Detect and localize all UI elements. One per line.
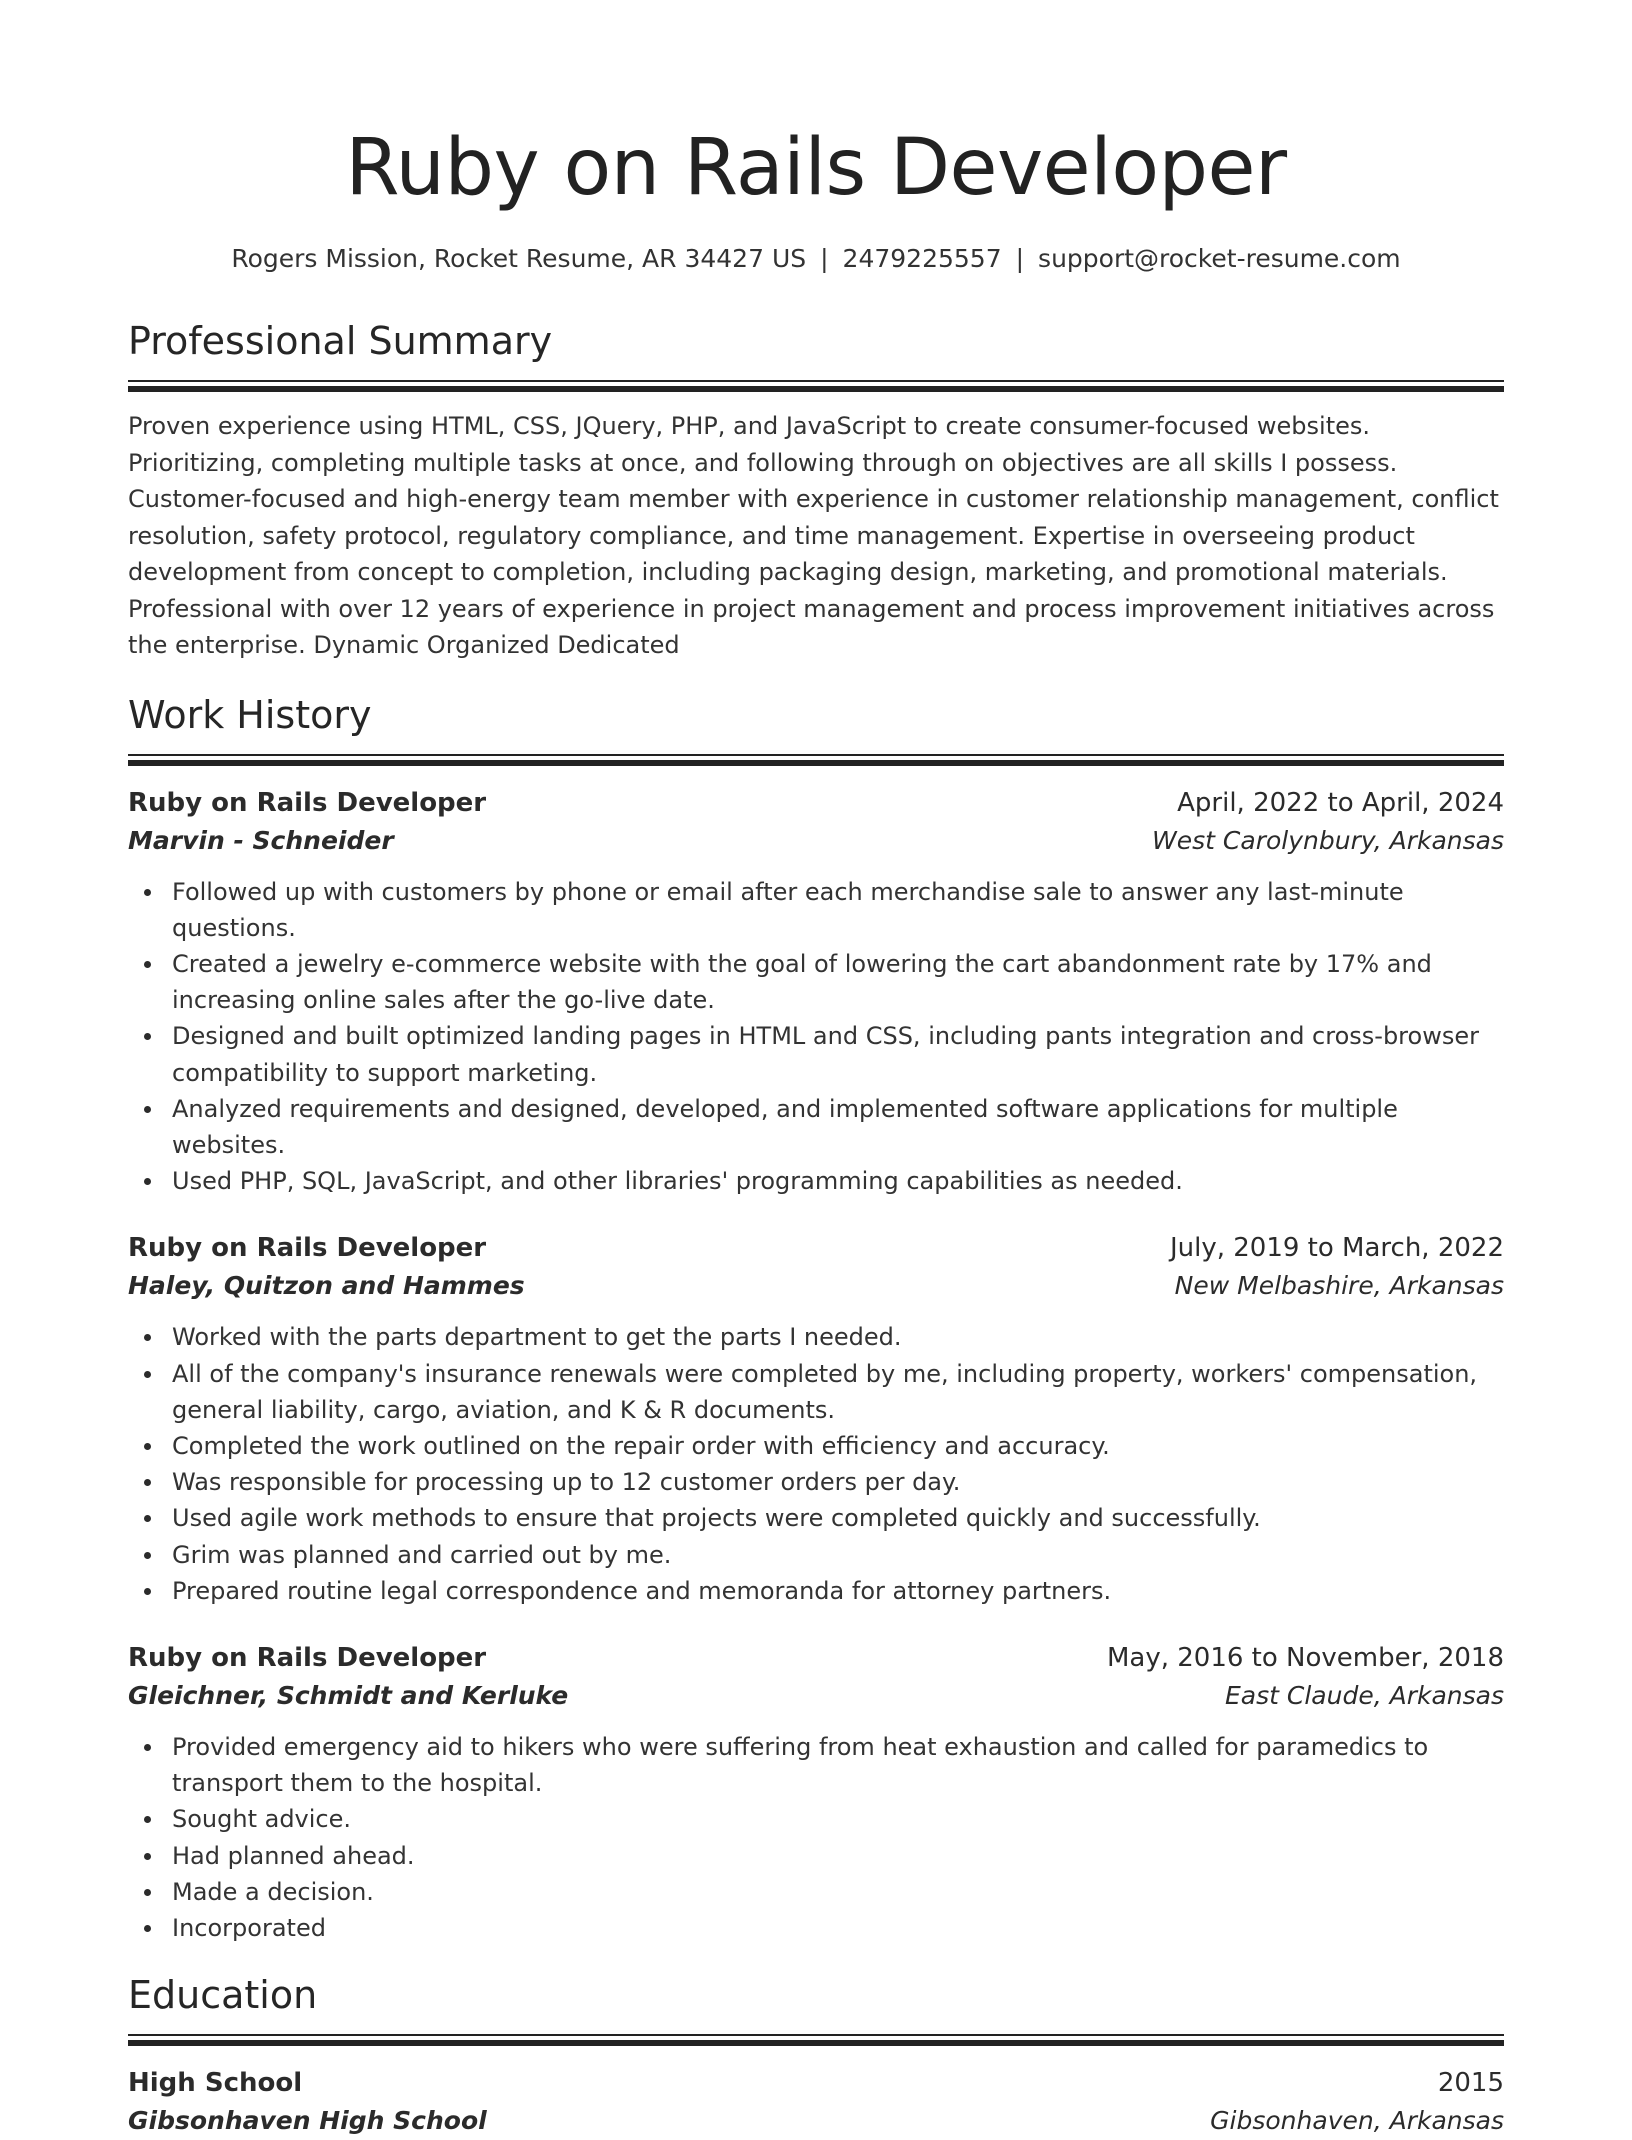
section-title-summary: Professional Summary — [128, 319, 553, 363]
contact-address: Rogers Mission, Rocket Resume, AR 34427 US — [231, 244, 807, 273]
bullet-item: Prepared routine legal correspondence and memoranda for attorney partners. — [172, 1573, 1504, 1609]
bullet-item: Incorporated — [172, 1910, 1504, 1946]
bullet-item: Provided emergency aid to hikers who were suffering from heat exhaustion and called for paramedics to transport them to the hospital. — [172, 1729, 1504, 1801]
section-divider — [128, 754, 1504, 766]
contact-separator: | — [1015, 244, 1025, 273]
work-history-section — [128, 690, 1504, 1947]
job-bullets — [128, 1729, 1504, 1946]
section-divider — [128, 380, 1504, 392]
job-company: Marvin - Schneider — [128, 825, 394, 855]
education-location: Gibsonhaven, Arkansas — [1210, 2106, 1504, 2136]
bullet-item: Was responsible for processing up to 12 customer orders per day. — [172, 1464, 1504, 1500]
professional-summary-section — [128, 316, 1504, 664]
job-title: Ruby on Rails Developer — [128, 1233, 487, 1264]
bullet-item: Analyzed requirements and designed, developed, and implemented software applications for multiple websites. — [172, 1091, 1504, 1163]
bullet-item: Used agile work methods to ensure that projects were completed quickly and successfully. — [172, 1500, 1504, 1536]
job-title: Ruby on Rails Developer — [128, 787, 487, 818]
education-entry — [128, 2064, 1504, 2140]
job-bullets — [128, 874, 1504, 1200]
section-title-work: Work History — [128, 692, 372, 737]
bullet-item: Worked with the parts department to get the parts I needed. — [172, 1319, 1504, 1355]
job-title: Ruby on Rails Developer — [128, 1642, 487, 1673]
summary-text: Proven experience using HTML, CSS, JQuery, PHP, and JavaScript to create consumer-focused websites. Prioritizing, completing multiple tasks at once, and following through on objectives are all skills I possess. Customer-focused and high-energy team member with experience in customer relationship management, conflict resolution, safety protocol, regulatory compliance, and time management. Expertise in overseeing product development from concept to completion, including packaging design, marketing, and promotional materials. Professional with over 12 years of experience in project management and process improvement initiatives across the enterprise. Dynamic Organized Dedicated — [128, 412, 1499, 659]
bullet-item: Grim was planned and carried out by me. — [172, 1537, 1504, 1573]
job-company: Gleichner, Schmidt and Kerluke — [128, 1680, 569, 1710]
bullet-item: Sought advice. — [172, 1801, 1504, 1837]
job-company: Haley, Quitzon and Hammes — [128, 1271, 525, 1301]
education-degree: High School — [128, 2068, 303, 2099]
bullet-item: Made a decision. — [172, 1874, 1504, 1910]
contact-phone: 2479225557 — [842, 244, 1002, 273]
education-school: Gibsonhaven High School — [128, 2106, 487, 2136]
job-dates: April, 2022 to April, 2024 — [1177, 787, 1504, 818]
bullet-item: Designed and built optimized landing pages in HTML and CSS, including pants integration and cross-browser compatibility to support marketing. — [172, 1018, 1504, 1090]
bullet-item: Completed the work outlined on the repair order with efficiency and accuracy. — [172, 1428, 1504, 1464]
section-divider — [128, 2034, 1504, 2046]
contact-line — [128, 242, 1504, 276]
contact-email: support@rocket-resume.com — [1038, 244, 1401, 273]
job-entry — [128, 1229, 1504, 1609]
bullet-item: All of the company's insurance renewals were completed by me, including property, workers' compensation, general liability, cargo, aviation, and K & R documents. — [172, 1356, 1504, 1428]
job-location: West Carolynbury, Arkansas — [1152, 825, 1504, 855]
bullet-item: Used PHP, SQL, JavaScript, and other libraries' programming capabilities as needed. — [172, 1163, 1504, 1199]
job-dates: July, 2019 to March, 2022 — [1169, 1233, 1504, 1264]
education-section — [128, 1970, 1504, 2140]
bullet-item: Created a jewelry e-commerce website with the goal of lowering the cart abandonment rate by 17% and increasing online sales after the go-live date. — [172, 946, 1504, 1018]
section-title-education: Education — [128, 1973, 318, 2018]
job-dates: May, 2016 to November, 2018 — [1106, 1642, 1504, 1673]
job-bullets — [128, 1319, 1504, 1609]
contact-separator: | — [820, 244, 829, 273]
bullet-item: Followed up with customers by phone or email after each merchandise sale to answer any last-minute questions. — [172, 874, 1504, 946]
job-location: New Melbashire, Arkansas — [1174, 1271, 1504, 1301]
job-entry — [128, 1639, 1504, 1946]
resume-header — [128, 0, 1504, 276]
education-year: 2015 — [1437, 2068, 1504, 2099]
job-entry — [128, 784, 1504, 1200]
resume-name: Ruby on Rails Developer — [345, 123, 1287, 213]
job-location: East Claude, Arkansas — [1225, 1680, 1504, 1710]
bullet-item: Had planned ahead. — [172, 1838, 1504, 1874]
